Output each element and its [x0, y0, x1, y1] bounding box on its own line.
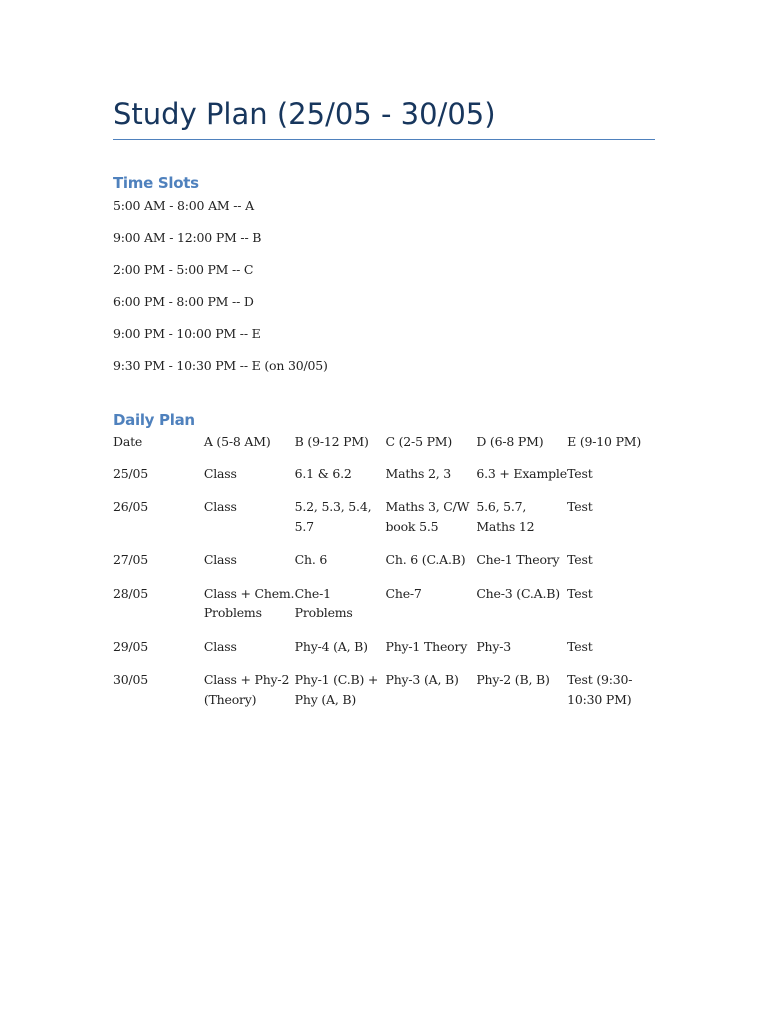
table-cell: 25/05 — [113, 465, 149, 481]
page-title: Study Plan (25/05 - 30/05) — [113, 97, 496, 131]
table-cell: Class — [203, 552, 237, 567]
title-underline — [113, 139, 655, 140]
table-cell: Class + Chem. Problems — [203, 585, 295, 620]
column-header-slot-d: D (6-8 PM) — [476, 434, 544, 449]
table-cell: 6.3 + Example — [476, 465, 567, 481]
time-slots-heading: Time Slots — [113, 174, 199, 192]
table-cell: Ch. 6 (C.A.B) — [385, 552, 466, 567]
column-header-slot-a: A (5-8 AM) — [203, 434, 271, 449]
table-cell: 6.1 & 6.2 — [294, 465, 352, 481]
column-header-slot-c: C (2-5 PM) — [385, 434, 453, 449]
time-slot-line: 9:30 PM - 10:30 PM -- E (on 30/05) — [113, 358, 328, 373]
table-cell: Phy-1 (C.B) + Phy (A, B) — [294, 672, 379, 707]
table-cell: Phy-3 — [476, 638, 512, 654]
table-cell: Test — [567, 552, 593, 567]
table-cell: Phy-1 Theory — [385, 638, 468, 654]
table-cell: Test — [567, 585, 593, 601]
table-cell: 27/05 — [113, 552, 149, 567]
time-slot-line: 5:00 AM - 8:00 AM -- A — [113, 198, 254, 213]
table-cell: Maths 2, 3 — [385, 465, 452, 481]
table-cell: Phy-2 (B, B) — [476, 672, 550, 687]
table-row — [113, 637, 658, 671]
time-slot-line: 2:00 PM - 5:00 PM -- C — [113, 262, 254, 277]
table-cell: 5.2, 5.3, 5.4, 5.7 — [294, 499, 372, 534]
table-cell: Phy-3 (A, B) — [385, 672, 459, 687]
table-cell: Test — [567, 638, 593, 654]
time-slot-line: 9:00 PM - 10:00 PM -- E — [113, 326, 261, 341]
table-row — [113, 584, 658, 637]
table-row — [113, 497, 658, 550]
table-cell: Test — [567, 465, 593, 481]
table-cell: 26/05 — [113, 499, 149, 514]
time-slot-line: 6:00 PM - 8:00 PM -- D — [113, 294, 254, 309]
table-cell: Test (9:30-10:30 PM) — [567, 672, 633, 707]
column-header-date: Date — [113, 434, 143, 449]
table-cell: Ch. 6 — [294, 552, 328, 567]
table-cell: Maths 3, C/W book 5.5 — [385, 499, 470, 534]
table-cell: Class + Phy-2 (Theory) — [203, 672, 290, 707]
table-header-row — [113, 432, 658, 464]
table-cell: Class — [203, 499, 237, 514]
table-cell: Che-1 Problems — [294, 585, 353, 620]
column-header-slot-b: B (9-12 PM) — [294, 434, 369, 449]
table-cell: Class — [203, 638, 237, 654]
table-cell: Phy-4 (A, B) — [294, 638, 368, 654]
table-cell: Che-3 (C.A.B) — [476, 585, 560, 601]
daily-plan-heading: Daily Plan — [113, 411, 195, 429]
table-cell: Test — [567, 499, 593, 514]
table-cell: Che-1 Theory — [476, 552, 560, 567]
table-cell: Che-7 — [385, 585, 422, 601]
table-row — [113, 550, 658, 584]
table-cell: 28/05 — [113, 585, 149, 601]
table-cell: 29/05 — [113, 638, 149, 654]
table-row — [113, 464, 658, 498]
table-cell: Class — [203, 465, 237, 481]
table-cell: 5.6, 5.7, Maths 12 — [476, 499, 535, 534]
time-slot-line: 9:00 AM - 12:00 PM -- B — [113, 230, 262, 245]
column-header-slot-e: E (9-10 PM) — [567, 434, 642, 449]
daily-plan-table — [113, 432, 658, 723]
table-row — [113, 670, 658, 723]
table-cell: 30/05 — [113, 672, 149, 687]
